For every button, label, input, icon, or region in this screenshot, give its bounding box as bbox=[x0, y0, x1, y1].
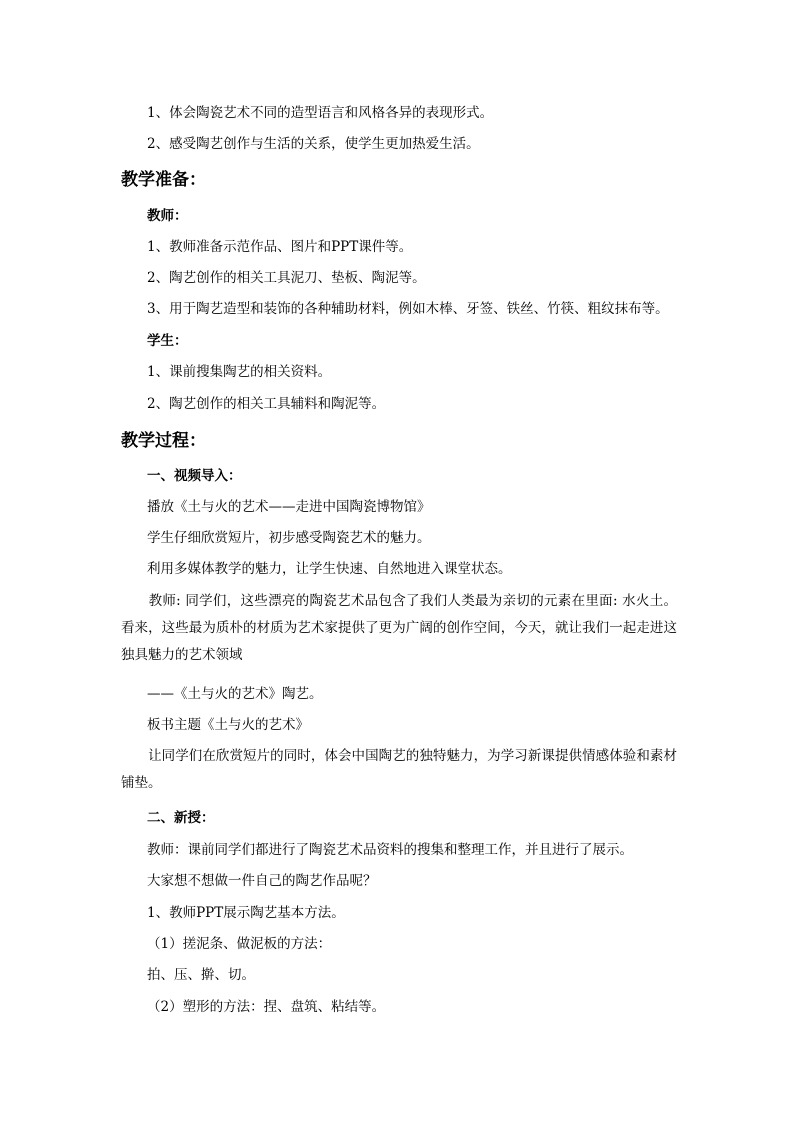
method-subitem-1: （1）搓泥条、做泥板的方法： bbox=[147, 936, 332, 952]
paragraph-teacher-speech: 教师: 同学们，这些漂亮的陶瓷艺术品包含了我们人类最为亲切的元素在里面: 水火土。看来，这些最为质朴的材质为艺术家提供了更为广阔的创作空间，今天，就让我们一起走进这独具魅力的艺术领域 bbox=[121, 593, 677, 663]
section-heading-preparation: 教学准备： bbox=[121, 170, 206, 190]
method-item-1: 1、教师PPT展示陶艺基本方法。 bbox=[147, 905, 345, 921]
paragraph-question: 大家想不想做一件自己的陶艺作品呢？ bbox=[147, 873, 377, 889]
paragraph-topic-intro: ——《土与火的艺术》陶艺。 bbox=[147, 686, 323, 702]
paragraph-students-watch: 学生仔细欣赏短片，初步感受陶瓷艺术的魅力。 bbox=[147, 530, 431, 546]
teacher-item-1: 1、教师准备示范作品、图片和PPT课件等。 bbox=[147, 239, 413, 255]
paragraph-appreciation: 让同学们在欣赏短片的同时，体会中国陶艺的独特魅力，为学习新课提供情感体验和素材铺垫。 bbox=[121, 748, 677, 791]
section-heading-process: 教学过程： bbox=[121, 431, 206, 451]
paragraph-multimedia: 利用多媒体教学的魅力，让学生快速、自然地进入课堂状态。 bbox=[147, 561, 512, 577]
teacher-item-2: 2、陶艺创作的相关工具泥刀、垫板、陶泥等。 bbox=[147, 270, 426, 286]
method-subitem-1-detail: 拍、压、擀、切。 bbox=[147, 967, 255, 983]
teacher-item-3: 3、用于陶艺造型和装饰的各种辅助材料，例如木棒、牙签、铁丝、竹筷、粗纹抹布等。 bbox=[147, 301, 669, 317]
subsection-new-lesson: 二、新授： bbox=[147, 810, 215, 826]
method-subitem-2: （2）塑形的方法：捏、盘筑、粘结等。 bbox=[147, 999, 386, 1015]
student-item-2: 2、陶艺创作的相关工具辅料和陶泥等。 bbox=[147, 396, 386, 412]
goal-item-1: 1、体会陶瓷艺术不同的造型语言和风格各异的表现形式。 bbox=[147, 105, 494, 121]
paragraph-board-title: 板书主题《土与火的艺术》 bbox=[147, 717, 309, 733]
student-label: 学生： bbox=[147, 333, 188, 349]
subsection-video-intro: 一、视频导入： bbox=[147, 468, 242, 484]
teacher-label: 教师： bbox=[147, 208, 188, 224]
goal-item-2: 2、感受陶艺创作与生活的关系，使学生更加热爱生活。 bbox=[147, 136, 480, 152]
paragraph-teacher-collection: 教师：课前同学们都进行了陶瓷艺术品资料的搜集和整理工作，并且进行了展示。 bbox=[147, 842, 633, 858]
student-item-1: 1、课前搜集陶艺的相关资料。 bbox=[147, 364, 332, 380]
paragraph-play-video: 播放《土与火的艺术——走进中国陶瓷博物馆》 bbox=[147, 499, 431, 515]
